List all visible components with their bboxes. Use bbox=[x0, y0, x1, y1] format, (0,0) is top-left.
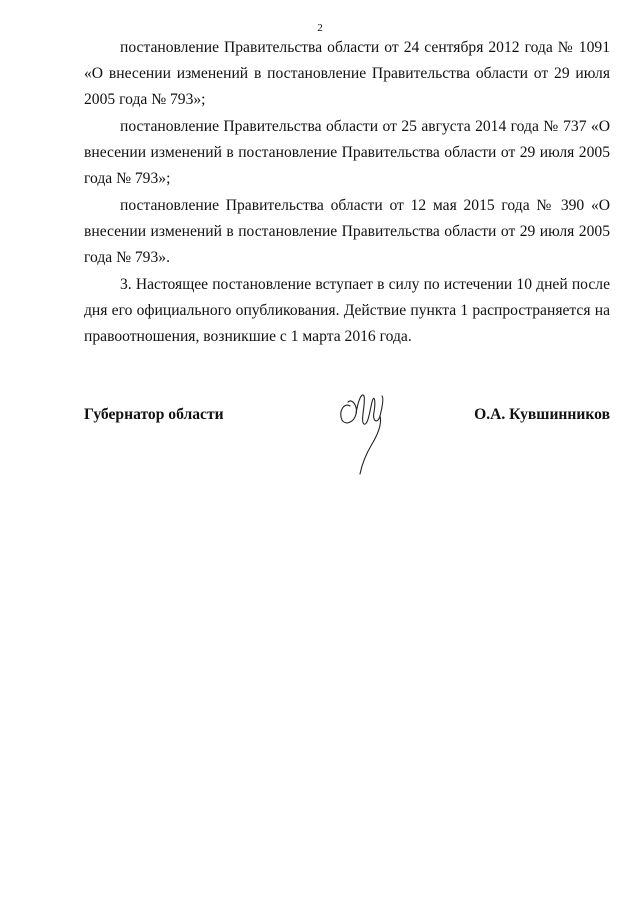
signature-block bbox=[84, 404, 610, 494]
handwritten-signature bbox=[336, 388, 396, 484]
paragraph: 3. Настоящее постановление вступает в силу по истечении 10 дней после дня его официального опубликования. Действие пункта 1 распространяется на правоотношения, возникшие с 1 марта 2016 года. bbox=[84, 276, 610, 345]
signatory-name: О.А. Кувшинников bbox=[474, 406, 610, 423]
paragraph: постановление Правительства области от 12 мая 2015 года № 390 «О внесении изменений в постановление Правительства области от 29 июля 2005 года № 793». bbox=[84, 197, 610, 266]
paragraph: постановление Правительства области от 24 сентября 2012 года № 1091 «О внесении изменений в постановление Правительства области от 29 июля 2005 года № 793»; bbox=[84, 39, 610, 108]
paragraph: постановление Правительства области от 25 августа 2014 года № 737 «О внесении изменений в постановление Правительства области от 29 июля 2005 года № 793»; bbox=[84, 118, 610, 187]
signatory-title: Губернатор области bbox=[84, 406, 224, 423]
page-number: 2 bbox=[317, 22, 323, 34]
document-body bbox=[84, 35, 610, 350]
